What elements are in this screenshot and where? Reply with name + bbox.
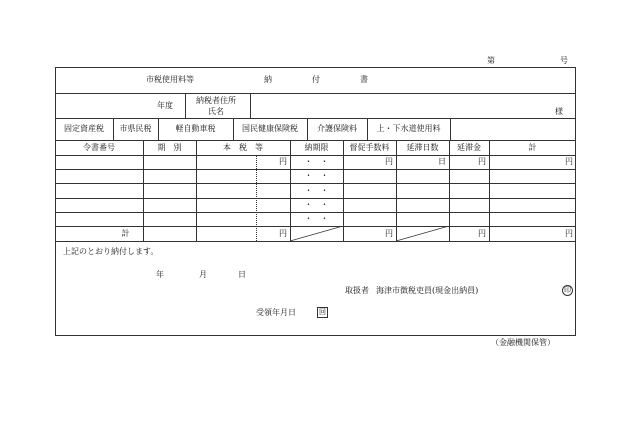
row3-due-date-dots: ・ ・ <box>304 185 329 195</box>
col-header-notice-number: 令書番号 <box>83 142 115 152</box>
total-reminder-unit: 円 <box>385 228 393 238</box>
col-header-principal: 本 税 等 <box>223 142 263 152</box>
row1-principal-unit: 円 <box>279 157 287 166</box>
total-row-label: 計 <box>121 228 130 238</box>
row1-late-fee-unit: 円 <box>478 157 486 166</box>
col-header-reminder-fee: 督促手数料 <box>349 142 390 152</box>
title-char-1: 納 <box>264 75 272 84</box>
document-number-suffix: 号 <box>560 56 568 65</box>
payment-statement: 上記のとおり納付します。 <box>63 247 159 256</box>
tax-type-light-vehicle: 軽自動車税 <box>175 124 216 133</box>
total-late-fee-unit: 円 <box>478 228 486 238</box>
total-principal-unit: 円 <box>279 228 287 238</box>
handler-name: 海津市徴税吏員(現金出納員) <box>376 286 479 295</box>
col-header-delinquent-days: 延滞日数 <box>406 142 439 152</box>
col-header-total: 計 <box>528 142 537 152</box>
row1-reminder-unit: 円 <box>385 157 393 166</box>
col-header-due-date: 納期限 <box>304 142 329 152</box>
row5-due-date-dots: ・ ・ <box>304 214 329 223</box>
taxpayer-name-label: 氏名 <box>208 107 224 116</box>
bank-copy-note: （金融機関保管） <box>491 338 555 347</box>
tax-type-fixed-asset: 固定資産税 <box>64 124 104 133</box>
document-number-prefix: 第 <box>487 56 495 65</box>
col-header-late-fee: 延滞金 <box>457 142 481 152</box>
fiscal-year-label: 年度 <box>157 101 173 110</box>
total-days-slash <box>396 226 449 241</box>
item-type-label: 市税使用料等 <box>146 75 194 84</box>
tax-type-health-insurance: 国民健康保険税 <box>242 124 298 133</box>
received-seal-icon: 回 <box>319 308 326 316</box>
row4-due-date-dots: ・ ・ <box>304 200 329 209</box>
row1-due-date-dots: ・ ・ <box>304 157 329 166</box>
total-due-date-slash <box>290 226 343 241</box>
total-sum-unit: 円 <box>565 228 573 238</box>
title-char-2: 付 <box>312 75 320 84</box>
received-date-label: 受領年月日 <box>256 308 296 317</box>
honorific-label: 様 <box>555 107 563 116</box>
row2-due-date-dots: ・ ・ <box>304 171 329 180</box>
tax-type-resident: 市県民税 <box>119 124 152 133</box>
taxpayer-address-label: 納税者住所 <box>196 96 236 105</box>
date-year-label: 年 <box>156 270 164 279</box>
tax-type-care-insurance: 介護保険料 <box>317 124 357 133</box>
handler-label: 取扱者 <box>345 286 369 295</box>
handler-seal-icon: 印 <box>564 286 571 294</box>
date-month-label: 月 <box>199 270 207 279</box>
date-day-label: 日 <box>238 270 246 279</box>
row1-days-unit: 日 <box>438 157 446 166</box>
col-header-period: 期 別 <box>157 142 182 152</box>
title-char-3: 書 <box>360 75 368 84</box>
tax-type-water-sewer: 上・下水道使用料 <box>376 124 441 133</box>
row1-total-unit: 円 <box>565 157 573 166</box>
